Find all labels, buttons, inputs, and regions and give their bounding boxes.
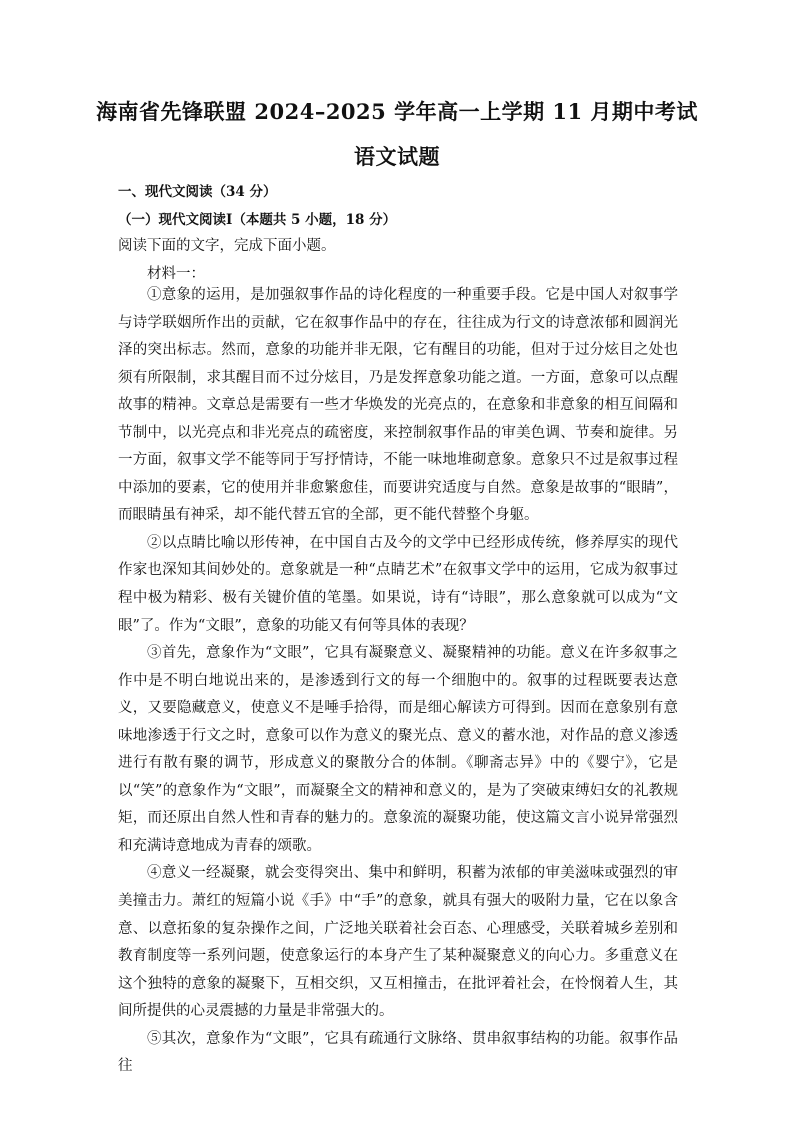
- section-heading: 一、现代文阅读（34 分）: [118, 184, 277, 200]
- document-subtitle: 语文试题: [354, 144, 440, 169]
- paragraph-2: ②以点睛比喻以形传神，在中国自古及今的文学中已经形成传统，修养厚实的现代作家也深知其间妙处的。意象就是一种“点睛艺术”在叙事文学中的运用，它成为叙事过程中极为精彩、极有关键价值的笔墨。如果说，诗有“诗眼”，那么意象就可以成为“文眼”了。作为“文眼”，意象的功能又有何等具体的表现？: [118, 534, 678, 634]
- paragraph-4: ④意义一经凝聚，就会变得突出、集中和鲜明，积蓄为浓郁的审美滋味或强烈的审美撞击力。萧红的短篇小说《手》中“手”的意象，就具有强大的吸附力量，它在以象含意、以意拓象的复杂操作之间，广泛地关联着社会百态、心理感受，关联着城乡差别和教育制度等一系列问题，使意象运行的本身产生了某种凝聚意义的向心力。多重意义在这个独特的意象的凝聚下，互相交织，又互相撞击，在批评着社会，在怜悯着人生，其间所提供的心灵震撼的力量是非常强大的。: [118, 865, 678, 1020]
- paragraph-5: ⑤其次，意象作为“文眼”，它具有疏通行文脉络、贯串叙事结构的功能。叙事作品往: [118, 1030, 678, 1075]
- subsection-heading: （一）现代文阅读Ⅰ（本题共 5 小题，18 分）: [118, 212, 397, 228]
- material-label: 材料一：: [147, 266, 205, 282]
- paragraph-3: ③首先，意象作为“文眼”，它具有凝聚意义、凝聚精神的功能。意义在许多叙事之作中是不明白地说出来的，是渗透到行文的每一个细胞中的。叙事的过程既要表达意义，又要隐藏意义，使意义不是唾手拾得，而是细心解读方可得到。因而在意象别有意味地渗透于行文之时，意象可以作为意义的聚光点、意义的蓄水池，对作品的意义渗透进行有散有聚的调节，形成意义的聚散分合的体制。《聊斋志异》中的《婴宁》，它是以“笑”的意象作为“文眼”，而凝聚全文的精神和意义的，是为了突破束缚妇女的礼教规矩，而还原出自然人性和青春的魅力的。意象流的凝聚功能，使这篇文言小说异常强烈和充满诗意地成为青春的颂歌。: [118, 645, 678, 854]
- document-title: 海南省先锋联盟 2024–2025 学年高一上学期 11 月期中考试: [96, 99, 698, 124]
- article-body: [118, 282, 678, 1081]
- paragraph-1: ①意象的运用，是加强叙事作品的诗化程度的一种重要手段。它是中国人对叙事学与诗学联姻所作出的贡献，它在叙事作品中的存在，往往成为行文的诗意浓郁和圆润光泽的突出标志。然而，意象的功能并非无限，它有醒目的功能，但对于过分炫目之处也须有所限制，求其醒目而不过分炫目，乃是发挥意象功能之道。一方面，意象可以点醒故事的精神。文章总是需要有一些才华焕发的光亮点的，在意象和非意象的相互间隔和节制中，以光亮点和非光亮点的疏密度，来控制叙事作品的审美色调、节奏和旋律。另一方面，叙事文学不能等同于写抒情诗，不能一味地堆砌意象。意象只不过是叙事过程中添加的要素，它的使用并非愈繁愈佳，而要讲究适度与自然。意象是故事的“眼睛”，而眼睛虽有神采，却不能代替五官的全部，更不能代替整个身躯。: [118, 287, 678, 524]
- instruction-text: 阅读下面的文字，完成下面小题。: [118, 238, 336, 254]
